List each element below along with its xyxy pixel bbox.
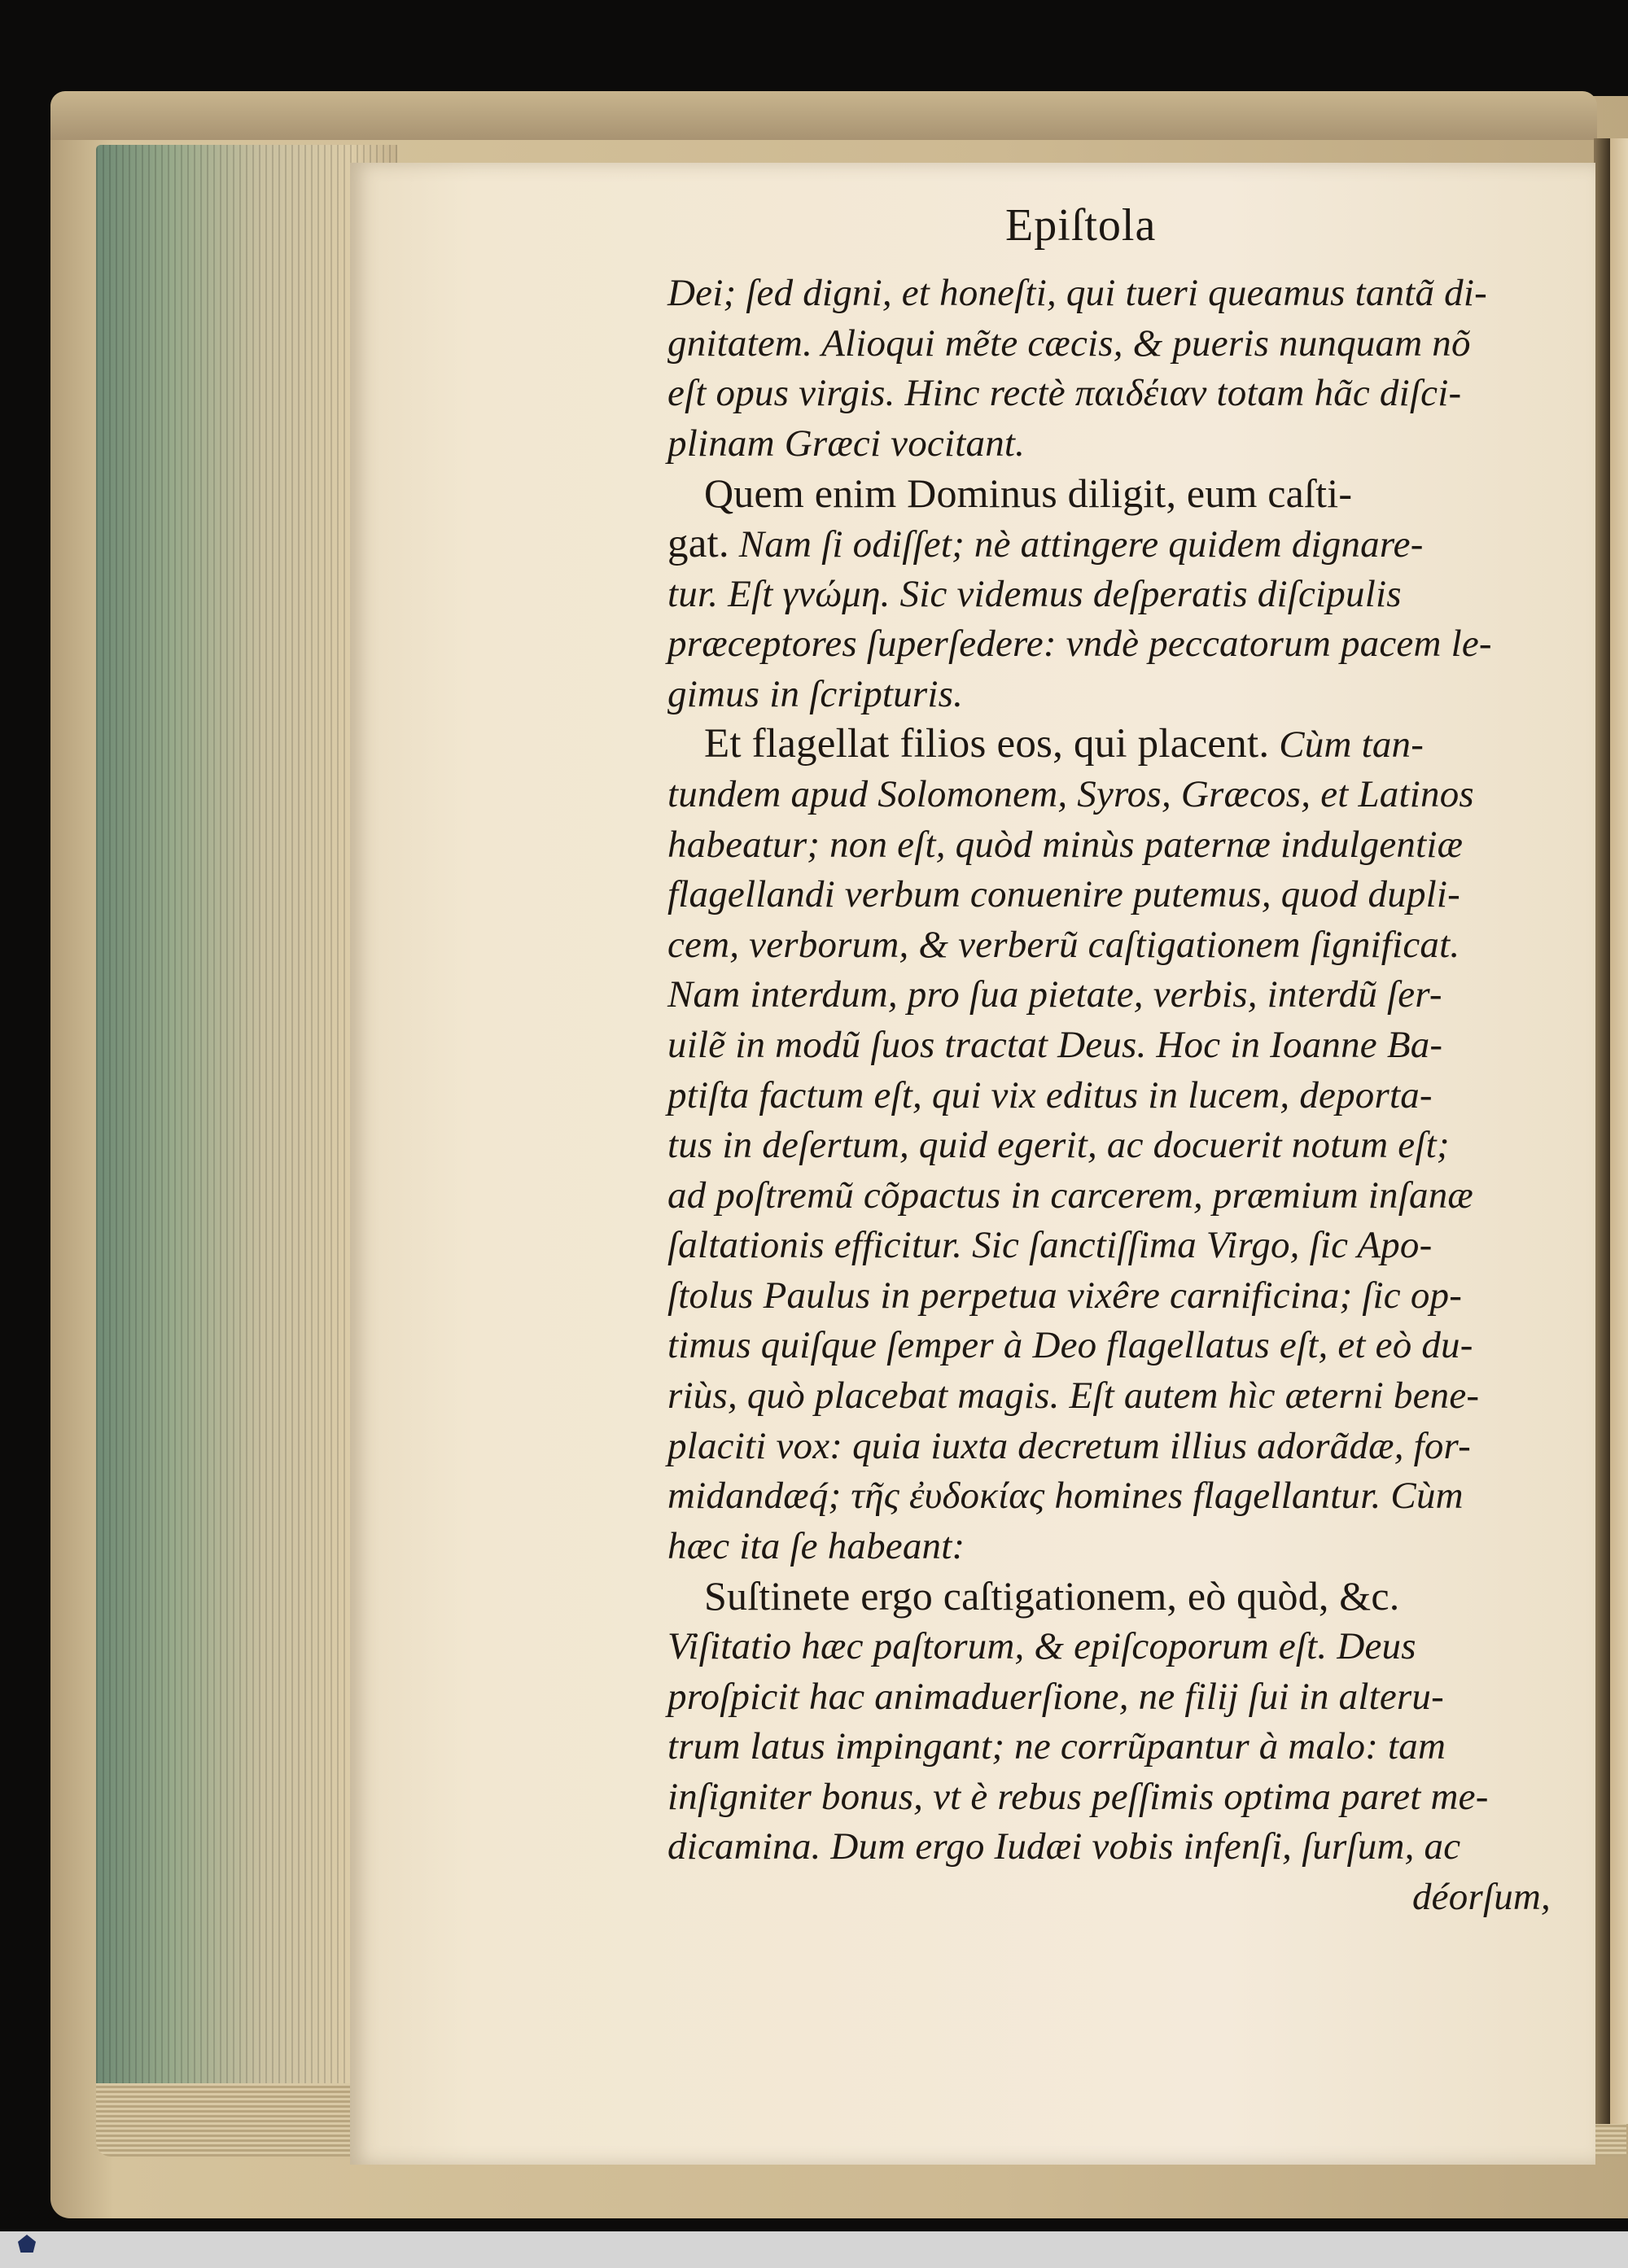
text-line: tur. Eſt γνώμη. Sic videmus deſperatis diſcipulis — [667, 572, 1402, 615]
text-line: gimus in ſcripturis. — [667, 672, 964, 715]
library-logo-icon — [11, 2235, 42, 2266]
text-line: Nam interdum, pro ſua pietate, verbis, interdũ ſer- — [667, 973, 1442, 1016]
text-line: déorſum, — [1411, 1876, 1551, 1918]
text-line: Dei; ſed digni, et honeſti, qui tueri queamus tantã di- — [667, 272, 1487, 314]
bottom-strip — [0, 2231, 1628, 2268]
gutter-shadow — [1594, 138, 1610, 2124]
text-line: trum latus impingant; ne corrũpantur à malo: tam — [667, 1725, 1446, 1768]
text-line: gat. Nam ſi odiſſet; nè attingere quidem dignare- — [667, 520, 1424, 566]
text-line: midandæq́; τῆς ἐυδοκίας homines flagellantur. Cùm — [667, 1475, 1464, 1518]
text-line: Viſitatio hæc paſtorum, & epiſcoporum eſt. Deus — [667, 1625, 1416, 1668]
facing-page-sliver — [1610, 138, 1628, 2124]
text-line: riùs, quò placebat magis. Eſt autem hìc æterni bene- — [667, 1374, 1480, 1418]
text-line: eſt opus virgis. Hinc rectè παιδέιαν totam hãc diſci- — [667, 372, 1462, 415]
text-line: placiti vox: quia iuxta decretum illius adorãdæ, for- — [667, 1424, 1471, 1467]
text-line: cem, verborum, & verberũ caſtigationem ſignificat. — [667, 923, 1460, 966]
text-line: plinam Græci vocitant. — [667, 422, 1026, 465]
running-head: Epiſtola — [1005, 200, 1157, 251]
text-line: præceptores ſuperſedere: vndè peccatorum pacem le- — [667, 623, 1492, 666]
text-line: gnitatem. Alioqui mẽte cæcis, & pueris nunquam nõ — [667, 321, 1471, 365]
text-line: proſpicit hac animaduerſione, ne filij ſui in alteru- — [667, 1675, 1444, 1718]
text-line: habeatur; non eſt, quòd minùs paternæ indulgentiæ — [667, 823, 1464, 866]
text-line: ſaltationis efficitur. Sic ſanctiſſima Virgo, ſic Apo- — [667, 1224, 1433, 1267]
text-line: tus in deſertum, quid egerit, ac docuerit notum eſt; — [667, 1124, 1450, 1167]
text-line: ad poſtremũ cõpactus in carcerem, præmium inſanæ — [667, 1173, 1473, 1217]
text-line: ſtolus Paulus in perpetua vixêre carnificina; ſic op- — [667, 1274, 1463, 1317]
text-line: timus quiſque ſemper à Deo flagellatus eſt, et eò du- — [667, 1324, 1473, 1367]
text-line: Suſtinete ergo caſtigationem, eò quòd, &c. — [704, 1573, 1400, 1619]
text-line: hæc ita ſe habeant: — [667, 1524, 965, 1567]
text-line: ptiſta factum eſt, qui vix editus in lucem, deporta- — [667, 1073, 1433, 1117]
text-block — [667, 269, 1551, 1923]
text-line: inſigniter bonus, vt è rebus peſſimis optima paret me- — [667, 1775, 1489, 1818]
text-line: dicamina. Dum ergo Iudæi vobis infenſi, ſurſum, ac — [667, 1825, 1461, 1868]
text-line: Quem enim Dominus diligit, eum caſti- — [704, 470, 1353, 517]
text-line: tundem apud Solomonem, Syros, Græcos, et Latinos — [667, 772, 1474, 815]
text-line: flagellandi verbum conuenire putemus, quod dupli- — [667, 873, 1461, 916]
book-cover-top — [50, 91, 1597, 140]
text-line: Et flagellat filios eos, qui placent. Cùm tan- — [704, 721, 1424, 767]
text-line: uilẽ in modũ ſuos tractat Deus. Hoc in Ioanne Ba- — [667, 1023, 1443, 1066]
